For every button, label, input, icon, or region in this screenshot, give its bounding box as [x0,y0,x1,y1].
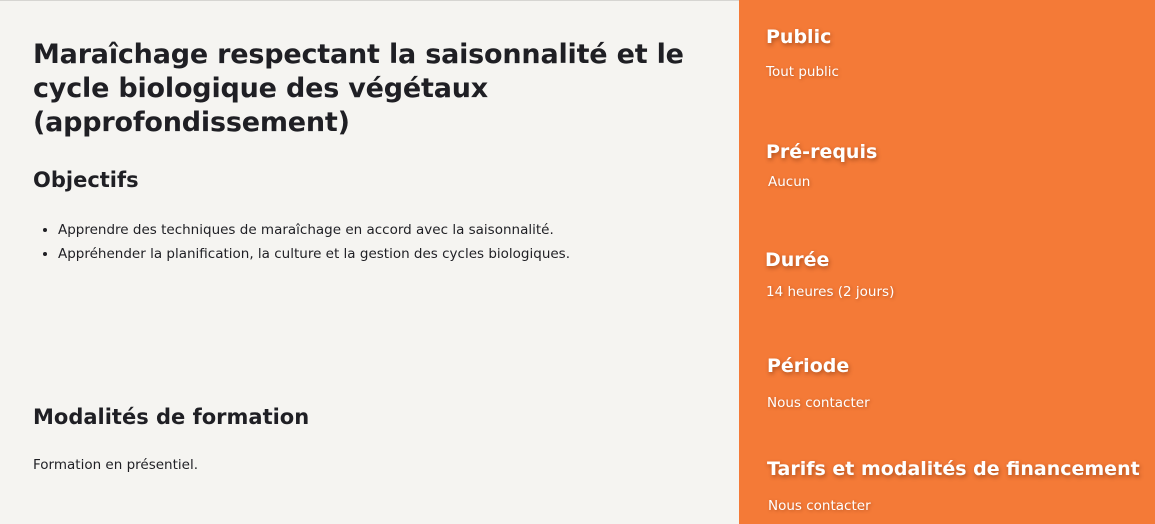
objectif-item: • Apprendre des techniques de maraîchage en accord avec la saisonnalité. [58,218,570,242]
modalites-heading: Modalités de formation [33,405,310,429]
prerequis-value: Aucun [768,174,811,190]
objectif-item: • Appréhender la planification, la culture et la gestion des cycles biologiques. [58,242,570,266]
tarifs-title: Tarifs et modalités de financement [767,458,1140,480]
objectifs-heading: Objectifs [33,168,139,192]
tarifs-value: Nous contacter [768,498,871,514]
page-title: Maraîchage respectant la saisonnalité et le cycle biologique des végétaux (approfondissement) [33,39,684,138]
prerequis-title: Pré-requis [766,141,878,163]
periode-title: Période [767,355,850,377]
public-title: Public [766,26,832,48]
periode-value: Nous contacter [767,395,870,411]
duree-value: 14 heures (2 jours) [766,284,895,300]
duree-title: Durée [765,249,830,271]
public-value: Tout public [766,64,839,80]
objectifs-list [44,218,570,266]
modalites-text: Formation en présentiel. [33,457,198,473]
info-sidebar [739,0,1155,524]
